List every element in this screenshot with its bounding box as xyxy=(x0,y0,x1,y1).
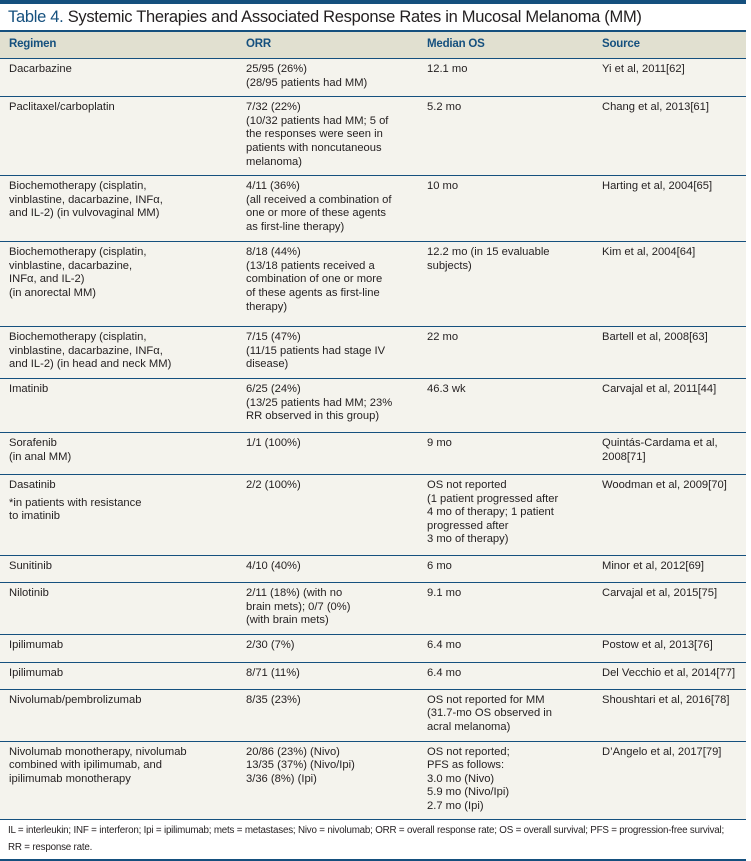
table-row xyxy=(0,689,746,741)
source-cell-line: Kim et al, 2004[64] xyxy=(602,246,696,259)
orr-cell xyxy=(237,741,418,820)
regimen-cell xyxy=(0,97,237,176)
regimen-note-line: to imatinib xyxy=(9,510,60,523)
source-cell-line: Harting et al, 2004[65] xyxy=(602,180,713,193)
source-cell xyxy=(593,555,746,582)
median-os-cell-line: (31.7-mo OS observed in xyxy=(427,707,552,720)
orr-cell xyxy=(237,474,418,555)
orr-cell-line: combination of one or more xyxy=(246,273,383,286)
median-os-cell-line: 46.3 wk xyxy=(427,382,466,395)
regimen-cell-line: and IL-2) (in head and neck MM) xyxy=(9,358,172,371)
source-cell-line: Yi et al, 2011[62] xyxy=(602,63,685,75)
table-row xyxy=(0,176,746,242)
orr-cell xyxy=(237,432,418,474)
median-os-cell-line: OS not reported xyxy=(427,478,507,491)
orr-cell xyxy=(237,582,418,634)
regimen-cell xyxy=(0,176,237,242)
regimen-cell-line: combined with ipilimumab, and xyxy=(9,759,162,772)
source-cell-line: Del Vecchio et al, 2014[77] xyxy=(602,666,736,679)
orr-cell-line: (13/25 patients had MM; 23% xyxy=(246,396,393,409)
orr-cell-line: 25/95 (26%) xyxy=(246,63,307,75)
regimen-cell xyxy=(0,662,237,689)
table-title-text: Systemic Therapies and Associated Response Rates in Mucosal Melanoma (MM) xyxy=(67,8,642,26)
regimen-cell xyxy=(0,59,237,97)
orr-cell-line: disease) xyxy=(246,358,289,371)
therapies-table xyxy=(0,30,746,820)
orr-cell-line: 8/18 (44%) xyxy=(246,246,301,259)
source-cell xyxy=(593,242,746,327)
orr-cell-line: patients with noncutaneous xyxy=(246,141,382,154)
source-cell xyxy=(593,741,746,820)
header-row xyxy=(0,31,746,59)
median-os-cell xyxy=(418,378,593,432)
orr-cell xyxy=(237,689,418,741)
regimen-cell xyxy=(0,432,237,474)
regimen-cell-line: Sunitinib xyxy=(9,559,52,572)
regimen-cell xyxy=(0,582,237,634)
orr-cell-line: 6/25 (24%) xyxy=(246,382,301,395)
orr-cell xyxy=(237,97,418,176)
regimen-cell xyxy=(0,555,237,582)
col-header-source: Source xyxy=(593,31,746,59)
median-os-cell-line: 5.9 mo (Nivo/Ipi) xyxy=(427,786,510,799)
orr-cell-line: the responses were seen in xyxy=(246,128,383,141)
median-os-cell-line: progressed after xyxy=(427,519,509,532)
median-os-cell-line: OS not reported for MM xyxy=(427,693,545,706)
regimen-cell-line: Imatinib xyxy=(9,382,49,395)
median-os-cell xyxy=(418,634,593,662)
source-cell-line: Bartell et al, 2008[63] xyxy=(602,331,708,344)
orr-cell-line: RR observed in this group) xyxy=(246,410,380,423)
source-cell xyxy=(593,689,746,741)
orr-cell-line: melanoma) xyxy=(246,155,302,168)
orr-cell-line: (13/18 patients received a xyxy=(246,259,375,272)
regimen-cell-line: Nivolumab/pembrolizumab xyxy=(9,693,142,706)
source-cell-line: Carvajal et al, 2015[75] xyxy=(602,586,718,599)
median-os-cell xyxy=(418,176,593,242)
orr-cell-line: 2/11 (18%) (with no xyxy=(246,586,343,599)
median-os-cell xyxy=(418,59,593,97)
regimen-cell xyxy=(0,474,237,555)
table-row xyxy=(0,662,746,689)
source-cell-line: D’Angelo et al, 2017[79] xyxy=(602,745,722,758)
table-body xyxy=(0,59,746,820)
source-cell-line: Chang et al, 2013[61] xyxy=(602,101,709,114)
median-os-cell-line: 4 mo of therapy; 1 patient xyxy=(427,506,554,519)
orr-cell-line: 20/86 (23%) (Nivo) xyxy=(246,745,340,758)
regimen-cell-line: INFα, and IL-2) xyxy=(9,273,85,286)
source-cell xyxy=(593,378,746,432)
regimen-cell-line: ipilimumab monotherapy xyxy=(9,772,131,785)
orr-cell xyxy=(237,378,418,432)
median-os-cell xyxy=(418,741,593,820)
source-cell xyxy=(593,582,746,634)
orr-cell-line: as first-line therapy) xyxy=(246,220,345,233)
regimen-cell-line: vinblastine, dacarbazine, xyxy=(9,259,133,272)
source-cell xyxy=(593,474,746,555)
orr-cell-line: of these agents as first-line xyxy=(246,286,380,299)
regimen-cell-line: vinblastine, dacarbazine, INFα, xyxy=(9,344,163,357)
table-title xyxy=(0,4,746,30)
source-cell xyxy=(593,662,746,689)
col-header-orr: ORR xyxy=(237,31,418,59)
table-label: Table 4. xyxy=(8,8,64,26)
table-row xyxy=(0,59,746,97)
median-os-cell xyxy=(418,555,593,582)
median-os-cell xyxy=(418,689,593,741)
regimen-cell-line: Biochemotherapy (cisplatin, xyxy=(9,246,147,259)
orr-cell xyxy=(237,555,418,582)
orr-cell-line: one or more of these agents xyxy=(246,207,386,220)
regimen-cell-line: Nilotinib xyxy=(9,586,49,599)
regimen-cell-line: (in anorectal MM) xyxy=(9,286,97,299)
table-row xyxy=(0,634,746,662)
median-os-cell-line: OS not reported; xyxy=(427,745,510,758)
median-os-cell-line: 6.4 mo xyxy=(427,666,462,679)
orr-cell-line: 13/35 (37%) (Nivo/Ipi) xyxy=(246,759,355,772)
orr-cell xyxy=(237,176,418,242)
regimen-cell-line: Ipilimumab xyxy=(9,638,64,651)
orr-cell-line: 2/30 (7%) xyxy=(246,638,295,651)
regimen-cell-line: vinblastine, dacarbazine, INFα, xyxy=(9,193,163,206)
table-row xyxy=(0,327,746,379)
table-row xyxy=(0,97,746,176)
median-os-cell-line: 3 mo of therapy) xyxy=(427,533,509,546)
table-row xyxy=(0,242,746,327)
orr-cell-line: (28/95 patients had MM) xyxy=(246,76,368,89)
median-os-cell xyxy=(418,242,593,327)
median-os-cell-line: 12.1 mo xyxy=(427,63,468,75)
regimen-cell-line: Nivolumab monotherapy, nivolumab xyxy=(9,745,187,758)
source-cell xyxy=(593,176,746,242)
orr-cell xyxy=(237,59,418,97)
source-cell xyxy=(593,432,746,474)
orr-cell-line: 4/10 (40%) xyxy=(246,559,301,572)
orr-cell xyxy=(237,634,418,662)
median-os-cell xyxy=(418,474,593,555)
median-os-cell-line: 2.7 mo (Ipi) xyxy=(427,799,484,812)
source-cell-line: Shoushtari et al, 2016[78] xyxy=(602,693,730,706)
orr-cell-line: 2/2 (100%) xyxy=(246,478,301,491)
orr-cell-line: 1/1 (100%) xyxy=(246,436,301,449)
orr-cell-line: brain mets); 0/7 (0%) xyxy=(246,600,351,613)
orr-cell-line: 8/71 (11%) xyxy=(246,666,300,679)
median-os-cell-line: 22 mo xyxy=(427,331,459,344)
source-cell-line: Carvajal et al, 2011[44] xyxy=(602,382,717,395)
median-os-cell xyxy=(418,327,593,379)
regimen-cell xyxy=(0,689,237,741)
table-row xyxy=(0,741,746,820)
table-row xyxy=(0,474,746,555)
orr-cell-line: 7/15 (47%) xyxy=(246,331,301,344)
median-os-cell xyxy=(418,97,593,176)
median-os-cell xyxy=(418,662,593,689)
orr-cell-line: 3/36 (8%) (Ipi) xyxy=(246,772,317,785)
orr-cell-line: (10/32 patients had MM; 5 of xyxy=(246,114,389,127)
source-cell-line: Woodman et al, 2009[70] xyxy=(602,478,727,491)
regimen-note-line: *in patients with resistance xyxy=(9,496,142,509)
source-cell xyxy=(593,97,746,176)
regimen-cell xyxy=(0,634,237,662)
source-cell xyxy=(593,59,746,97)
source-cell xyxy=(593,327,746,379)
regimen-cell-line: (in anal MM) xyxy=(9,450,72,463)
regimen-cell-line: Paclitaxel/carboplatin xyxy=(9,101,115,114)
table-row xyxy=(0,378,746,432)
regimen-cell-line: Sorafenib xyxy=(9,436,57,449)
median-os-cell xyxy=(418,432,593,474)
median-os-cell-line: 6.4 mo xyxy=(427,638,462,651)
median-os-cell-line: 5.2 mo xyxy=(427,101,462,114)
regimen-cell-line: Ipilimumab xyxy=(9,666,64,679)
regimen-cell-line: Biochemotherapy (cisplatin, xyxy=(9,331,147,344)
orr-cell-line: therapy) xyxy=(246,300,288,313)
source-cell-line: Quintás-Cardama et al, xyxy=(602,436,718,449)
median-os-cell-line: 6 mo xyxy=(427,559,452,572)
table-footnote: IL = interleukin; INF = interferon; Ipi = ipilimumab; mets = metastases; Nivo = nivolumab; ORR = overall response rate; OS = overall survival; PFS = progression-free survival; RR = response rate. xyxy=(0,820,746,861)
table-row xyxy=(0,555,746,582)
median-os-cell-line: PFS as follows: xyxy=(427,759,505,772)
orr-cell-line: (all received a combination of xyxy=(246,193,392,206)
regimen-cell xyxy=(0,242,237,327)
table-row xyxy=(0,582,746,634)
col-header-regimen: Regimen xyxy=(0,31,237,59)
source-cell-line: Minor et al, 2012[69] xyxy=(602,559,704,572)
median-os-cell-line: acral melanoma) xyxy=(427,720,511,733)
regimen-cell xyxy=(0,327,237,379)
orr-cell-line: (11/15 patients had stage IV xyxy=(246,344,386,357)
orr-cell-line: 7/32 (22%) xyxy=(246,101,301,114)
median-os-cell-line: 10 mo xyxy=(427,180,459,193)
regimen-cell-line: and IL-2) (in vulvovaginal MM) xyxy=(9,207,160,220)
source-cell xyxy=(593,634,746,662)
median-os-cell-line: (1 patient progressed after xyxy=(427,492,559,505)
regimen-cell xyxy=(0,741,237,820)
orr-cell-line: 4/11 (36%) xyxy=(246,180,300,193)
orr-cell-line: 8/35 (23%) xyxy=(246,693,301,706)
source-cell-line: Postow et al, 2013[76] xyxy=(602,638,713,651)
regimen-cell-line: Dasatinib xyxy=(9,478,56,491)
median-os-cell-line: 12.2 mo (in 15 evaluable xyxy=(427,246,550,259)
orr-cell xyxy=(237,242,418,327)
orr-cell xyxy=(237,327,418,379)
regimen-cell xyxy=(0,378,237,432)
median-os-cell-line: subjects) xyxy=(427,259,472,272)
orr-cell-line: (with brain mets) xyxy=(246,614,329,627)
median-os-cell xyxy=(418,582,593,634)
table-row xyxy=(0,432,746,474)
median-os-cell-line: 3.0 mo (Nivo) xyxy=(427,772,495,785)
median-os-cell-line: 9 mo xyxy=(427,436,452,449)
orr-cell xyxy=(237,662,418,689)
regimen-cell-line: Dacarbazine xyxy=(9,63,72,75)
regimen-cell-line: Biochemotherapy (cisplatin, xyxy=(9,180,147,193)
source-cell-line: 2008[71] xyxy=(602,450,646,463)
median-os-cell-line: 9.1 mo xyxy=(427,586,462,599)
col-header-median-os: Median OS xyxy=(418,31,593,59)
